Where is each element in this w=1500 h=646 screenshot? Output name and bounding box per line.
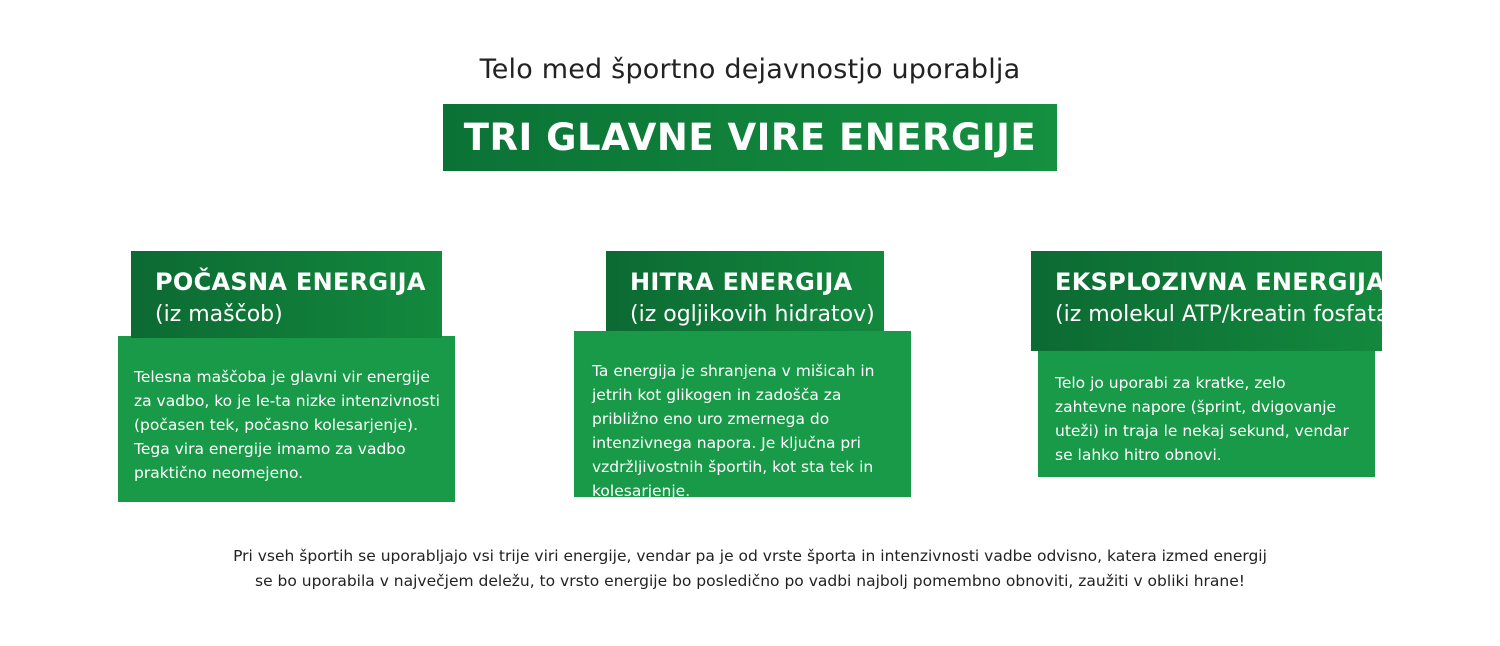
footer-line-1: Pri vseh športih se uporabljajo vsi trije viri energije, vendar pa je od vrste športa in intenzivnosti vadbe odvisno, katera izmed energij xyxy=(233,547,1267,565)
footer-note xyxy=(0,544,1500,594)
card-fast-energy-header xyxy=(606,251,884,331)
card-title: EKSPLOZIVNA ENERGIJA xyxy=(1055,268,1386,296)
page-title: TRI GLAVNE VIRE ENERGIJE xyxy=(443,104,1057,171)
card-title: HITRA ENERGIJA xyxy=(630,268,853,296)
card-source: (iz maščob) xyxy=(155,302,283,327)
footer-line-2: se bo uporabila v največjem deležu, to vrsto energije bo posledično po vadbi najbolj pomembno obnoviti, zaužiti v obliki hrane! xyxy=(255,572,1245,590)
page-subtitle: Telo med športno dejavnostjo uporablja xyxy=(479,54,1021,85)
card-slow-energy-header xyxy=(131,251,442,338)
card-source: (iz ogljikovih hidratov) xyxy=(630,302,875,327)
card-explosive-energy-body xyxy=(1038,351,1375,477)
card-slow-energy-body xyxy=(118,336,455,502)
card-fast-energy-body xyxy=(574,331,911,500)
card-description: Ta energija je shranjena v mišicah in jetrih kot glikogen in zadošča za približno eno uro zmernega do intenzivnega napora. Je ključna pri vzdržljivostnih športih, kot sta tek in kolesarjenje. xyxy=(592,362,875,500)
card-description: Telesna maščoba je glavni vir energije za vadbo, ko je le-ta nizke intenzivnosti (počasen tek, počasno kolesarjenje). Tega vira energije imamo za vadbo praktično neomejeno. xyxy=(134,368,440,482)
card-source: (iz molekul ATP/kreatin fosfata) xyxy=(1055,302,1398,327)
card-explosive-energy-header xyxy=(1031,251,1398,351)
card-description: Telo jo uporabi za kratke, zelo zahtevne napore (šprint, dvigovanje uteži) in traja le nekaj sekund, vendar se lahko hitro obnovi. xyxy=(1055,374,1349,464)
card-title: POČASNA ENERGIJA xyxy=(155,268,426,296)
